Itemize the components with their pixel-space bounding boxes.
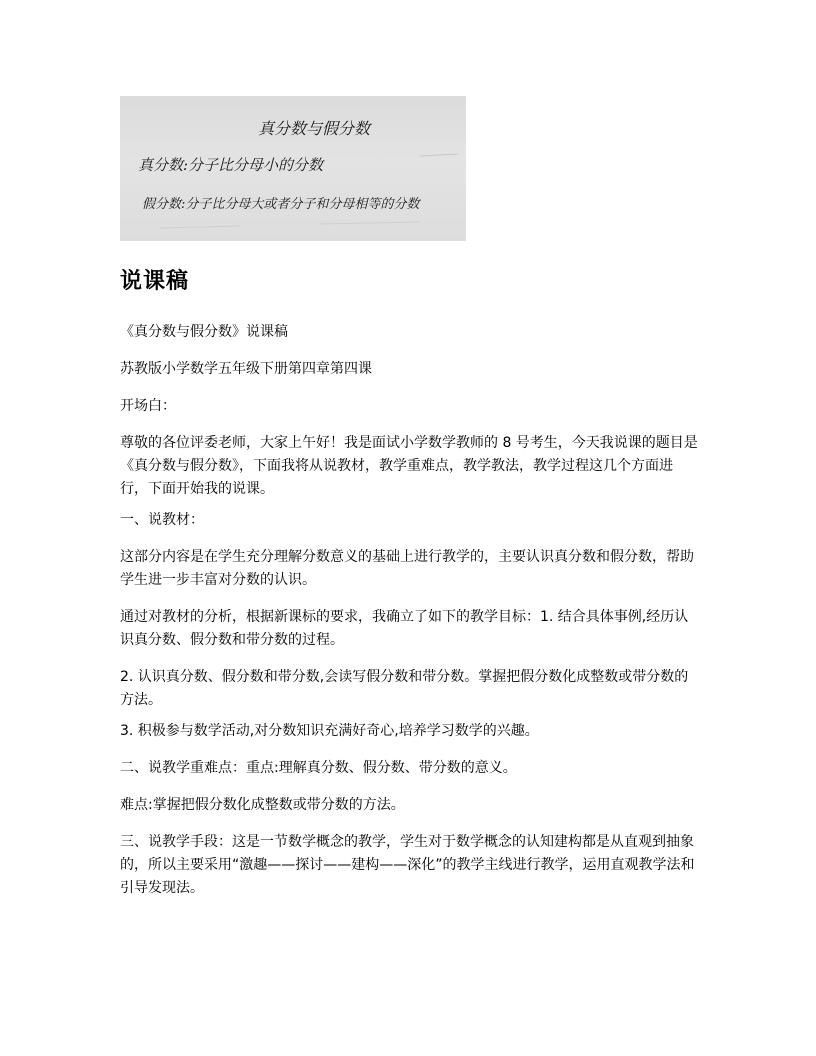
key-points: 二、说教学重难点：重点:理解真分数、假分数、带分数的意义。 bbox=[120, 760, 517, 776]
difficult-points: 难点:掌握把假分数化成整数或带分数的方法。 bbox=[120, 797, 405, 813]
doc-title-line: 《真分数与假分数》说课稿 bbox=[120, 324, 288, 340]
objective-two: 2. 认识真分数、假分数和带分数,会读写假分数和带分数。掌握把假分数化成整数或带分数的方法。 bbox=[120, 669, 689, 708]
opening-label: 开场白： bbox=[120, 398, 176, 414]
section-one-heading: 一、说教材： bbox=[120, 512, 204, 528]
objectives-paragraph: 通过对教材的分析，根据新课标的要求，我确立了如下的教学目标：1. 结合具体事例,经历认识真分数、假分数和带分数的过程。 bbox=[120, 609, 689, 648]
handwriting-drawing bbox=[120, 96, 466, 241]
photo-line-proper: 真分数:分子比分母小的分数 bbox=[138, 156, 324, 174]
textbook-paragraph: 这部分内容是在学生充分理解分数意义的基础上进行教学的，主要认识真分数和假分数，帮助学生进一步丰富对分数的认识。 bbox=[120, 549, 694, 588]
opening-paragraph: 尊敬的各位评委老师，大家上午好！我是面试小学数学教师的 8 号考生，今天我说课的题目是《真分数与假分数》，下面我将从说教材，教学重难点，教学教法，教学过程这几个方面进行，下面开始我的说课。 bbox=[120, 435, 698, 497]
photo-title: 真分数与假分数 bbox=[258, 119, 371, 138]
objective-three: 3. 积极参与数学活动,对分数知识充满好奇心,培养学习数学的兴趣。 bbox=[120, 723, 539, 739]
handwritten-notes-photo bbox=[120, 96, 466, 241]
textbook-info: 苏教版小学数学五年级下册第四章第四课 bbox=[120, 361, 372, 377]
page-heading: 说课稿 bbox=[120, 269, 190, 294]
photo-line-improper: 假分数:分子比分母大或者分子和分母相等的分数 bbox=[142, 197, 420, 212]
teaching-methods: 三、说教学手段：这是一节数学概念的教学，学生对于数学概念的认知建构都是从直观到抽象的，所以主要采用“激趣——探讨——建构——深化”的教学主线进行教学，运用直观教学法和引导发现法。 bbox=[120, 834, 695, 896]
